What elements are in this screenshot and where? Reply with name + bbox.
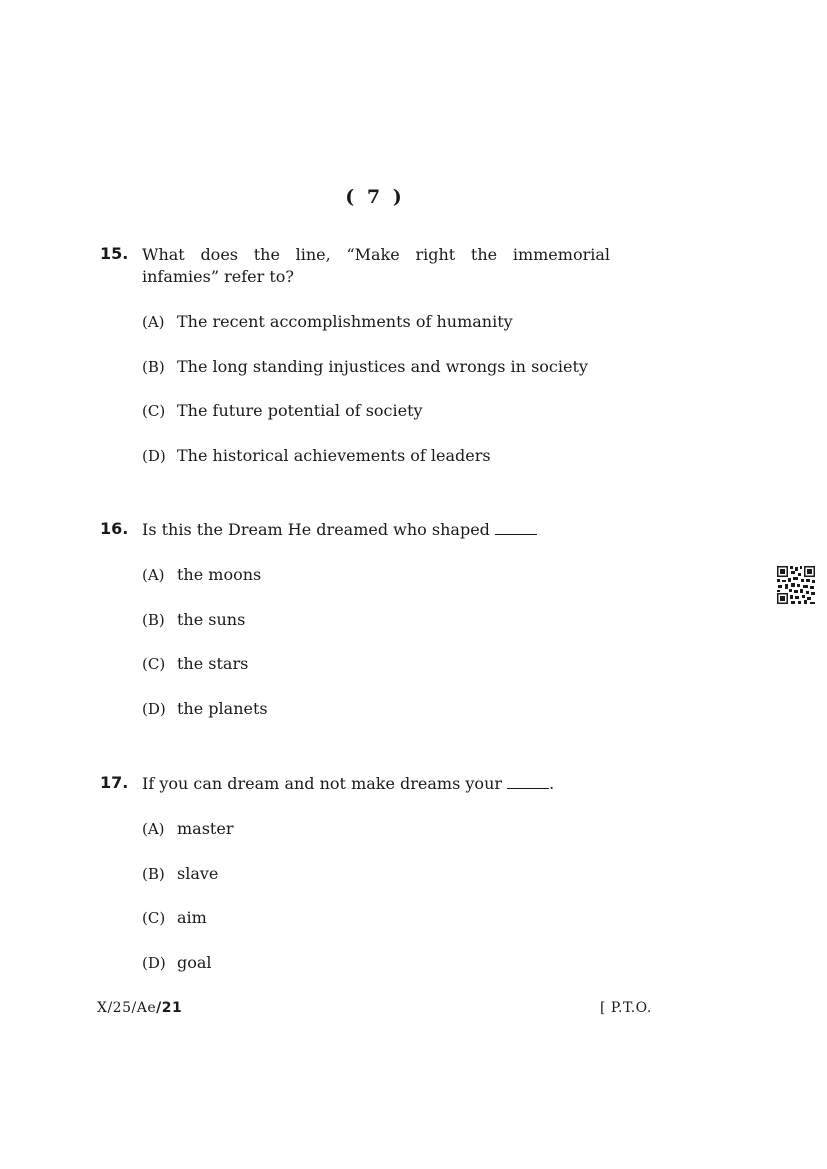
option-label: (B)	[142, 357, 165, 376]
question-text-line-1: What does the line, “Make right the immemorial	[142, 245, 610, 264]
option-label: (A)	[142, 820, 165, 838]
option-d	[142, 445, 620, 467]
question-text	[142, 773, 610, 795]
options-list	[142, 311, 620, 467]
option-d	[142, 952, 620, 974]
question-text-body: If you can dream and not make dreams your	[142, 774, 503, 793]
option-text: the stars	[177, 654, 249, 673]
option-text: the moons	[177, 565, 262, 584]
pto-label: [ P.T.O.	[600, 1000, 652, 1016]
option-b	[142, 863, 620, 885]
question-16	[100, 519, 620, 742]
option-label: (C)	[142, 402, 166, 420]
option-text: aim	[177, 908, 207, 927]
option-label: (B)	[142, 864, 165, 883]
option-text: master	[177, 819, 234, 838]
option-c	[142, 653, 620, 675]
option-label: (D)	[142, 699, 166, 718]
paper-code-page: 21	[161, 1000, 183, 1016]
option-label: (A)	[142, 566, 165, 584]
options-list	[142, 818, 620, 974]
question-text-line-2: infamies” refer to?	[142, 267, 294, 286]
question-text	[142, 519, 610, 541]
option-b	[142, 609, 620, 631]
option-label: (C)	[142, 655, 166, 673]
answer-blank	[495, 534, 537, 535]
question-number: 15.	[100, 244, 129, 263]
option-a	[142, 311, 620, 333]
option-label: (D)	[142, 953, 166, 972]
option-label: (C)	[142, 909, 166, 927]
option-b	[142, 356, 620, 378]
option-text: the planets	[177, 698, 268, 718]
paper-code-separator: /	[156, 1000, 162, 1016]
option-c	[142, 400, 620, 422]
option-a	[142, 564, 620, 586]
option-text: slave	[177, 863, 219, 883]
question-number: 16.	[100, 519, 129, 538]
option-c	[142, 907, 620, 929]
option-label: (A)	[142, 313, 165, 331]
option-text: goal	[177, 952, 212, 972]
question-17	[100, 773, 620, 996]
page-number: ( 7 )	[345, 186, 405, 208]
option-a	[142, 818, 620, 840]
option-text: The long standing injustices and wrongs in society	[177, 356, 588, 376]
option-label: (B)	[142, 610, 165, 629]
paper-code-prefix: X/25/Ae	[97, 1000, 157, 1016]
question-number: 17.	[100, 773, 129, 792]
option-text: The historical achievements of leaders	[177, 445, 491, 465]
option-text: The recent accomplishments of humanity	[177, 312, 513, 331]
paper-code	[97, 1000, 182, 1016]
qr-code-icon	[776, 565, 816, 605]
option-label: (D)	[142, 446, 166, 465]
question-15	[100, 244, 620, 489]
option-text: the suns	[177, 609, 246, 629]
question-text-end: .	[549, 774, 555, 793]
question-text	[142, 244, 610, 288]
answer-blank	[507, 788, 549, 789]
option-text: The future potential of society	[177, 401, 423, 420]
options-list	[142, 564, 620, 720]
question-text-body: Is this the Dream He dreamed who shaped	[142, 520, 490, 539]
option-d	[142, 698, 620, 720]
